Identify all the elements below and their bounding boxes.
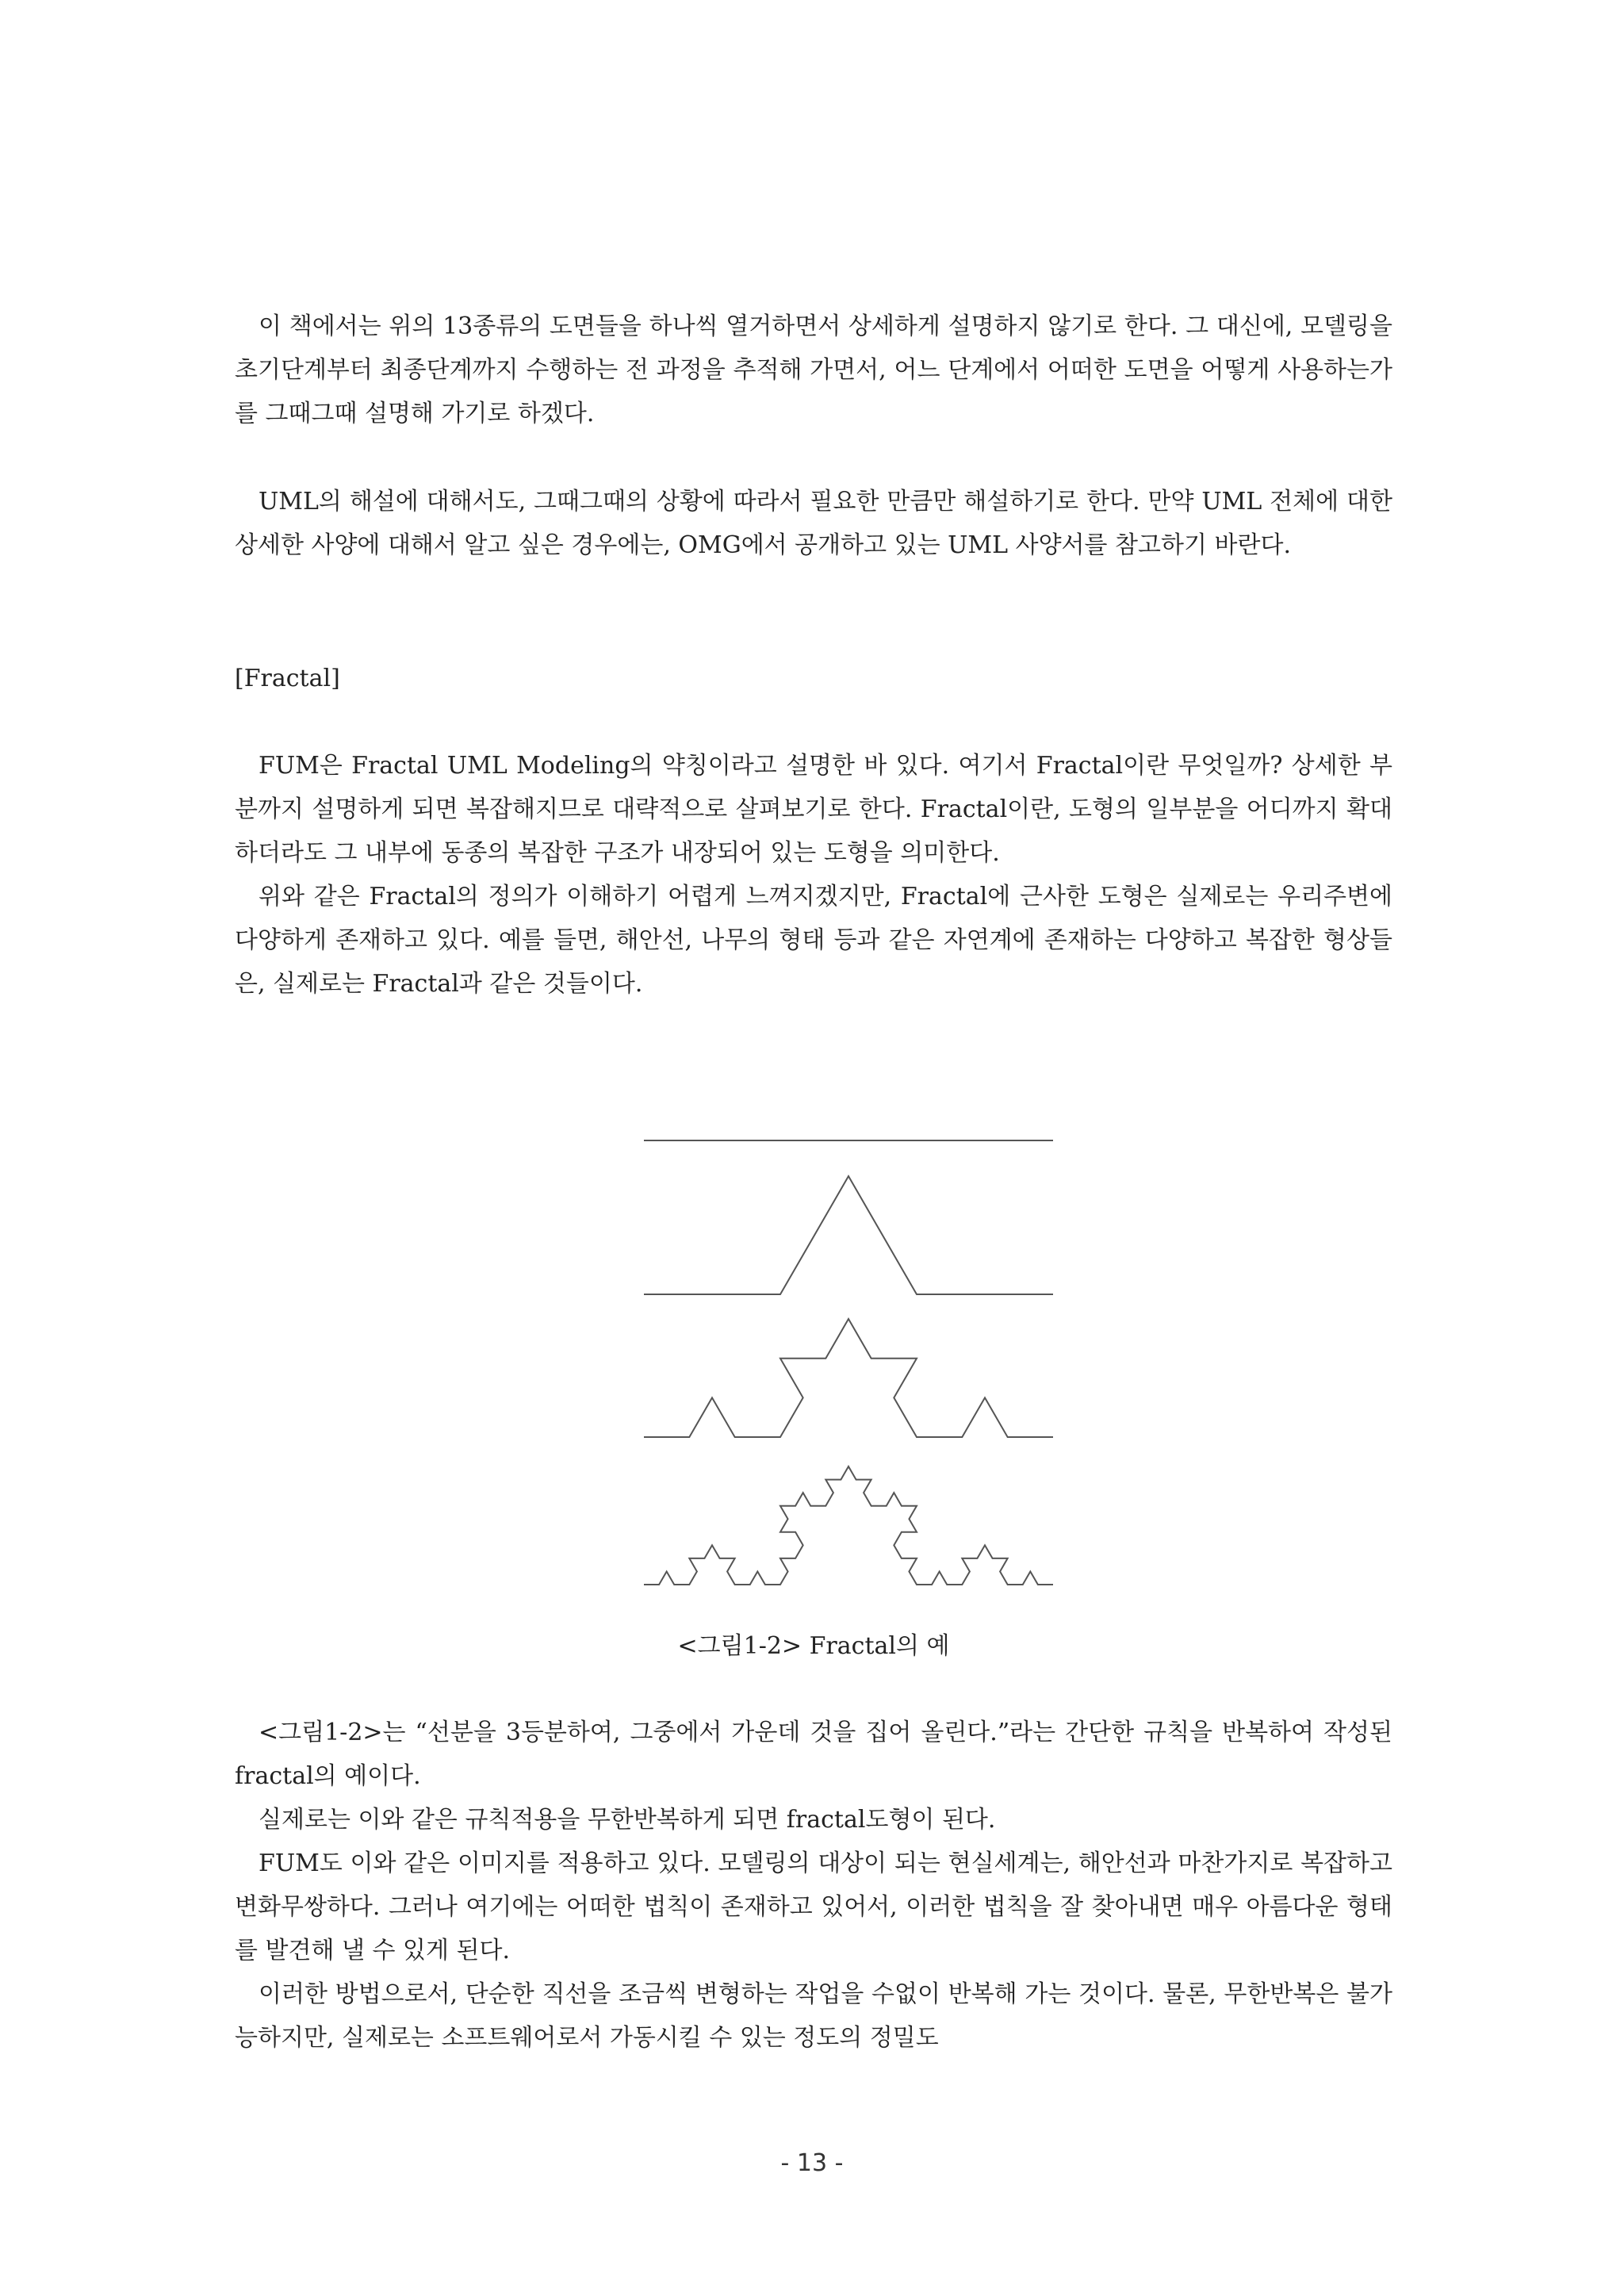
- paragraph-uml-text: UML의 해설에 대해서도, 그때그때의 상황에 따라서 필요한 만큼만 해설하기로 한다. 만약 UML 전체에 대한 상세한 사양에 대해서 알고 싶은 경우에는, OMG에서 공개하고 있는 UML 사양서를 참고하기 바란다.: [235, 488, 1392, 559]
- koch-curve-svg: [644, 1126, 1120, 1618]
- section-heading-fractal: [235, 657, 1392, 700]
- paragraph-figure-explanation: <그림1-2>는 “선분을 3등분하여, 그중에서 가운데 것을 집어 올린다.”라는 간단한 규칙을 반복하여 작성된 fractal의 예이다.: [235, 1719, 1392, 1790]
- paragraph-fum-nature: 위와 같은 Fractal의 정의가 이해하기 어렵게 느껴지겠지만, Fractal에 근사한 도형은 실제로는 우리주변에 다양하게 존재하고 있다. 예를 들면, 해안선, 나무의 형태 등과 같은 자연계에 존재하는 다양하고 복잡한 형상들은, 실제로는 Fractal과 같은 것들이다.: [235, 883, 1392, 998]
- paragraph-infinite-repeat: 실제로는 이와 같은 규칙적용을 무한반복하게 되면 fractal도형이 된다.: [259, 1806, 996, 1834]
- koch-curve-iteration-2: [644, 1319, 1053, 1437]
- koch-curve-iteration-3: [644, 1466, 1053, 1585]
- koch-curve-iteration-1: [644, 1176, 1053, 1294]
- figure-caption: <그림1-2> Fractal의 예: [677, 1632, 950, 1660]
- paragraph-method: 이러한 방법으로서, 단순한 직선을 조금씩 변형하는 작업을 수없이 반복해 가는 것이다. 물론, 무한반복은 불가능하지만, 실제로는 소프트웨어로서 가동시킬 수 있는 정도의 정밀도: [235, 1980, 1392, 2052]
- paragraph-fum-application: FUM도 이와 같은 이미지를 적용하고 있다. 모델링의 대상이 되는 현실세계는, 해안선과 마찬가지로 복잡하고 변화무쌍하다. 그러나 여기에는 어떠한 법칙이 존재하고 있어서, 이러한 법칙을 잘 찾아내면 매우 아름다운 형태를 발견해 낼 수 있게 된다.: [235, 1849, 1392, 1964]
- koch-curve-figure: [644, 1126, 1120, 1618]
- section-heading-text: [Fractal]: [235, 665, 340, 692]
- paragraph-group-fum: [235, 744, 1392, 1006]
- paragraph-fum-definition: FUM은 Fractal UML Modeling의 약칭이라고 설명한 바 있다. 여기서 Fractal이란 무엇일까? 상세한 부분까지 설명하게 되면 복잡해지므로 대략적으로 살펴보기로 한다. Fractal이란, 도형의 일부분을 어디까지 확대하더라도 그 내부에 동종의 복잡한 구조가 내장되어 있는 도형을 의미한다.: [235, 752, 1392, 867]
- paragraph-group-after-figure: [235, 1711, 1392, 2060]
- page-number: - 13 -: [780, 2149, 844, 2177]
- paragraph-intro-text: 이 책에서는 위의 13종류의 도면들을 하나씩 열거하면서 상세하게 설명하지 않기로 한다. 그 대신에, 모델링을 초기단계부터 최종단계까지 수행하는 전 과정을 추적해 가면서, 어느 단계에서 어떠한 도면을 어떻게 사용하는가를 그때그때 설명해 가기로 하겠다.: [235, 312, 1392, 427]
- paragraph-uml: [235, 480, 1392, 567]
- paragraph-intro: [235, 305, 1392, 435]
